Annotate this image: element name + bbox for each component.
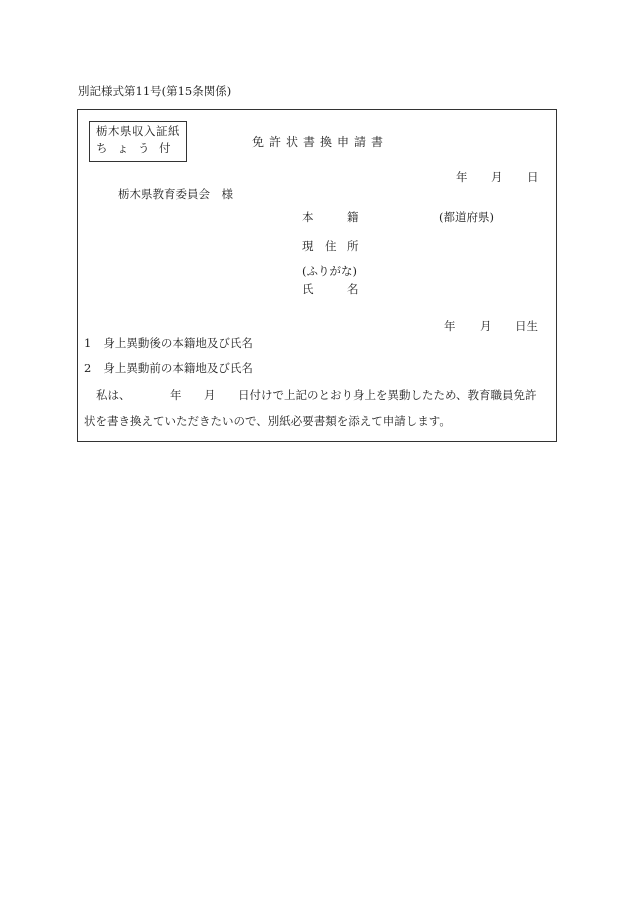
stamp-affix-char: う	[138, 141, 150, 155]
address-label-char: 所	[347, 239, 359, 253]
addressee: 栃木県教育委員会 様	[118, 187, 233, 201]
honseki-label-char: 本	[302, 210, 314, 224]
date-month-label: 月	[491, 170, 503, 184]
stamp-affix-char: ち	[96, 141, 108, 155]
statement-part2: 日付けで上記のとおり身上を異動したため、教育職員免許	[238, 388, 537, 402]
item-number: 2	[84, 361, 92, 375]
statement-year: 年	[170, 388, 182, 402]
prefecture-note: (都道府県)	[439, 210, 494, 224]
stamp-affix-char: ょ	[117, 141, 129, 155]
birth-day-label: 日生	[515, 319, 538, 333]
item-1	[84, 338, 253, 350]
address-label-char: 住	[325, 239, 337, 253]
item-text: 身上異動後の本籍地及び氏名	[103, 336, 253, 350]
statement-month: 月	[204, 388, 216, 402]
statement-part1: 私は、	[96, 388, 131, 402]
statement-line2: 状を書き換えていただきたいので、別紙必要書類を添えて申請します。	[84, 414, 451, 428]
name-label-char: 氏	[302, 282, 314, 296]
item-number: 1	[84, 336, 92, 350]
form-number-label: 別記様式第11号(第15条関係)	[78, 84, 232, 98]
date-day-label: 日	[527, 170, 539, 184]
address-label-char: 現	[302, 239, 314, 253]
item-2	[84, 363, 253, 375]
furigana-label: (ふりがな)	[302, 264, 357, 278]
date-year-label: 年	[456, 170, 468, 184]
birth-month-label: 月	[480, 319, 492, 333]
stamp-affix-label	[96, 143, 180, 155]
name-label-char: 名	[347, 282, 359, 296]
honseki-label-char: 籍	[347, 210, 359, 224]
stamp-affix-char: 付	[159, 141, 171, 155]
revenue-stamp-label: 栃木県収入証紙	[96, 124, 180, 138]
birth-year-label: 年	[444, 319, 456, 333]
document-title: 免許状書換申請書	[252, 135, 389, 149]
item-text: 身上異動前の本籍地及び氏名	[103, 361, 253, 375]
